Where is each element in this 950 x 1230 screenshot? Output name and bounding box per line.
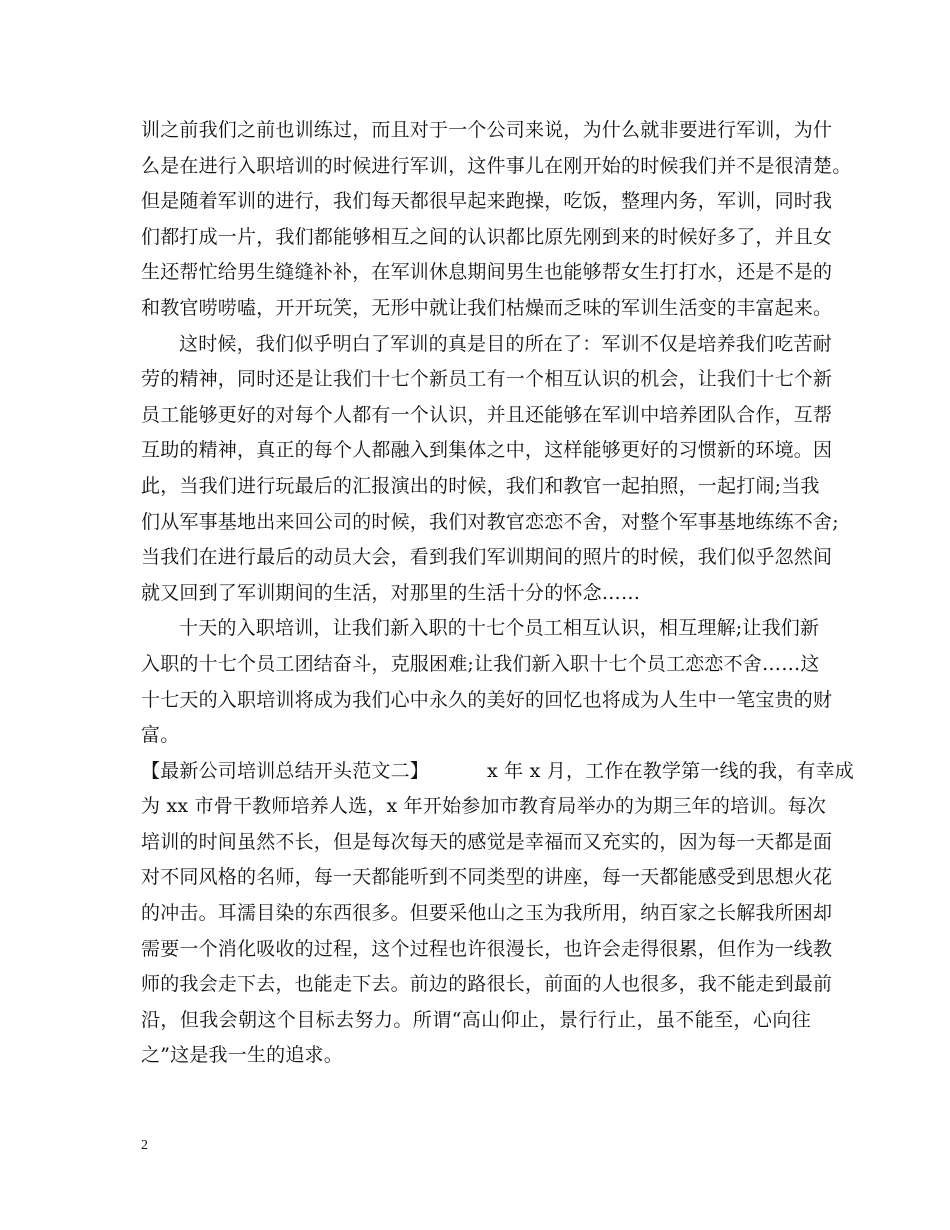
document-body xyxy=(141,113,854,1074)
text-line: 之”这是我一生的追求。 xyxy=(141,1044,343,1067)
text-line: 对不同风格的名师，每一天都能听到不同类型的讲座，每一天都能感受到思想火花 xyxy=(141,866,833,889)
text-line: 富。 xyxy=(141,724,180,747)
text-line: 师的我会走下去，也能走下去。前边的路很长，前面的人也很多，我不能走到最前 xyxy=(141,973,833,996)
text-line: 为 xx 市骨干教师培养人选，x 年开始参加市教育局举办的为期三年的培训。每次 xyxy=(141,795,827,818)
text-line: 员工能够更好的对每个人都有一个认识，并且还能够在军训中培养团队合作，互帮 xyxy=(141,403,833,426)
text-line: 十天的入职培训，让我们新入职的十七个员工相互认识，相互理解;让我们新 xyxy=(179,617,820,640)
text-line: 培训的时间虽然不长，但是每次每天的感觉是幸福而又充实的，因为每一天都是面 xyxy=(141,830,833,853)
text-line: 和教官唠唠嗑，开开玩笑，无形中就让我们枯燥而乏味的军训生活变的丰富起来。 xyxy=(141,296,833,319)
text-line: 需要一个消化吸收的过程，这个过程也许很漫长，也许会走得很累，但作为一线教 xyxy=(141,937,833,960)
text-line: 生还帮忙给男生缝缝补补，在军训休息期间男生也能够帮女生打打水，还是不是的 xyxy=(141,261,833,284)
page-number: 2 xyxy=(141,1138,148,1153)
paragraph xyxy=(141,327,839,612)
text-line: 这时候，我们似乎明白了军训的真是目的所在了：军训不仅是培养我们吃苦耐 xyxy=(179,332,832,355)
text-line: 但是随着军训的进行，我们每天都很早起来跑操，吃饭，整理内务，军训，同时我 xyxy=(141,190,833,213)
text-line: 训之前我们之前也训练过，而且对于一个公司来说，为什么就非要进行军训，为什 xyxy=(141,119,833,141)
text-line: 沿，但我会朝这个目标去努力。所谓“高山仰止，景行行止，虽不能至，心向往 xyxy=(141,1008,811,1031)
text-line: 此，当我们进行玩最后的汇报演出的时候，我们和教官一起拍照，一起打闹;当我 xyxy=(141,474,820,497)
text-line: 的冲击。耳濡目染的东西很多。但要采他山之玉为我所用，纳百家之长解我所困却 xyxy=(141,902,833,925)
text-line: 十七天的入职培训将成为我们心中永久的美好的回忆也将成为人生中一笔宝贵的财 xyxy=(141,688,833,711)
text-line: 么是在进行入职培训的时候进行军训，这件事儿在刚开始的时候我们并不是很清楚。 xyxy=(141,154,852,177)
section-first-line-text: x 年 x 月，工作在教学第一线的我，有幸成 xyxy=(487,759,854,782)
section-paragraph xyxy=(141,754,854,1074)
text-line: 们都打成一片，我们都能够相互之间的认识都比原先刚到来的时候好多了，并且女 xyxy=(141,225,833,248)
text-line: 们从军事基地出来回公司的时候，我们对教官恋恋不舍，对整个军事基地练练不舍; xyxy=(141,510,839,533)
text-line: 就又回到了军训期间的生活，对那里的生活十分的怀念…… xyxy=(141,581,641,604)
text-line: 当我们在进行最后的动员大会，看到我们军训期间的照片的时候，我们似乎忽然间 xyxy=(141,546,833,569)
text-line: 互助的精神，真正的每个人都融入到集体之中，这样能够更好的习惯新的环境。因 xyxy=(141,439,833,462)
paragraph xyxy=(141,611,833,753)
text-line: 劳的精神，同时还是让我们十七个新员工有一个相互认识的机会，让我们十七个新 xyxy=(141,368,833,391)
paragraph xyxy=(141,113,852,327)
section-first-line xyxy=(141,754,854,790)
text-line: 入职的十七个员工团结奋斗，克服困难;让我们新入职十七个员工恋恋不舍……这 xyxy=(141,652,820,675)
section-heading: 【最新公司培训总结开头范文二】 xyxy=(141,759,430,782)
